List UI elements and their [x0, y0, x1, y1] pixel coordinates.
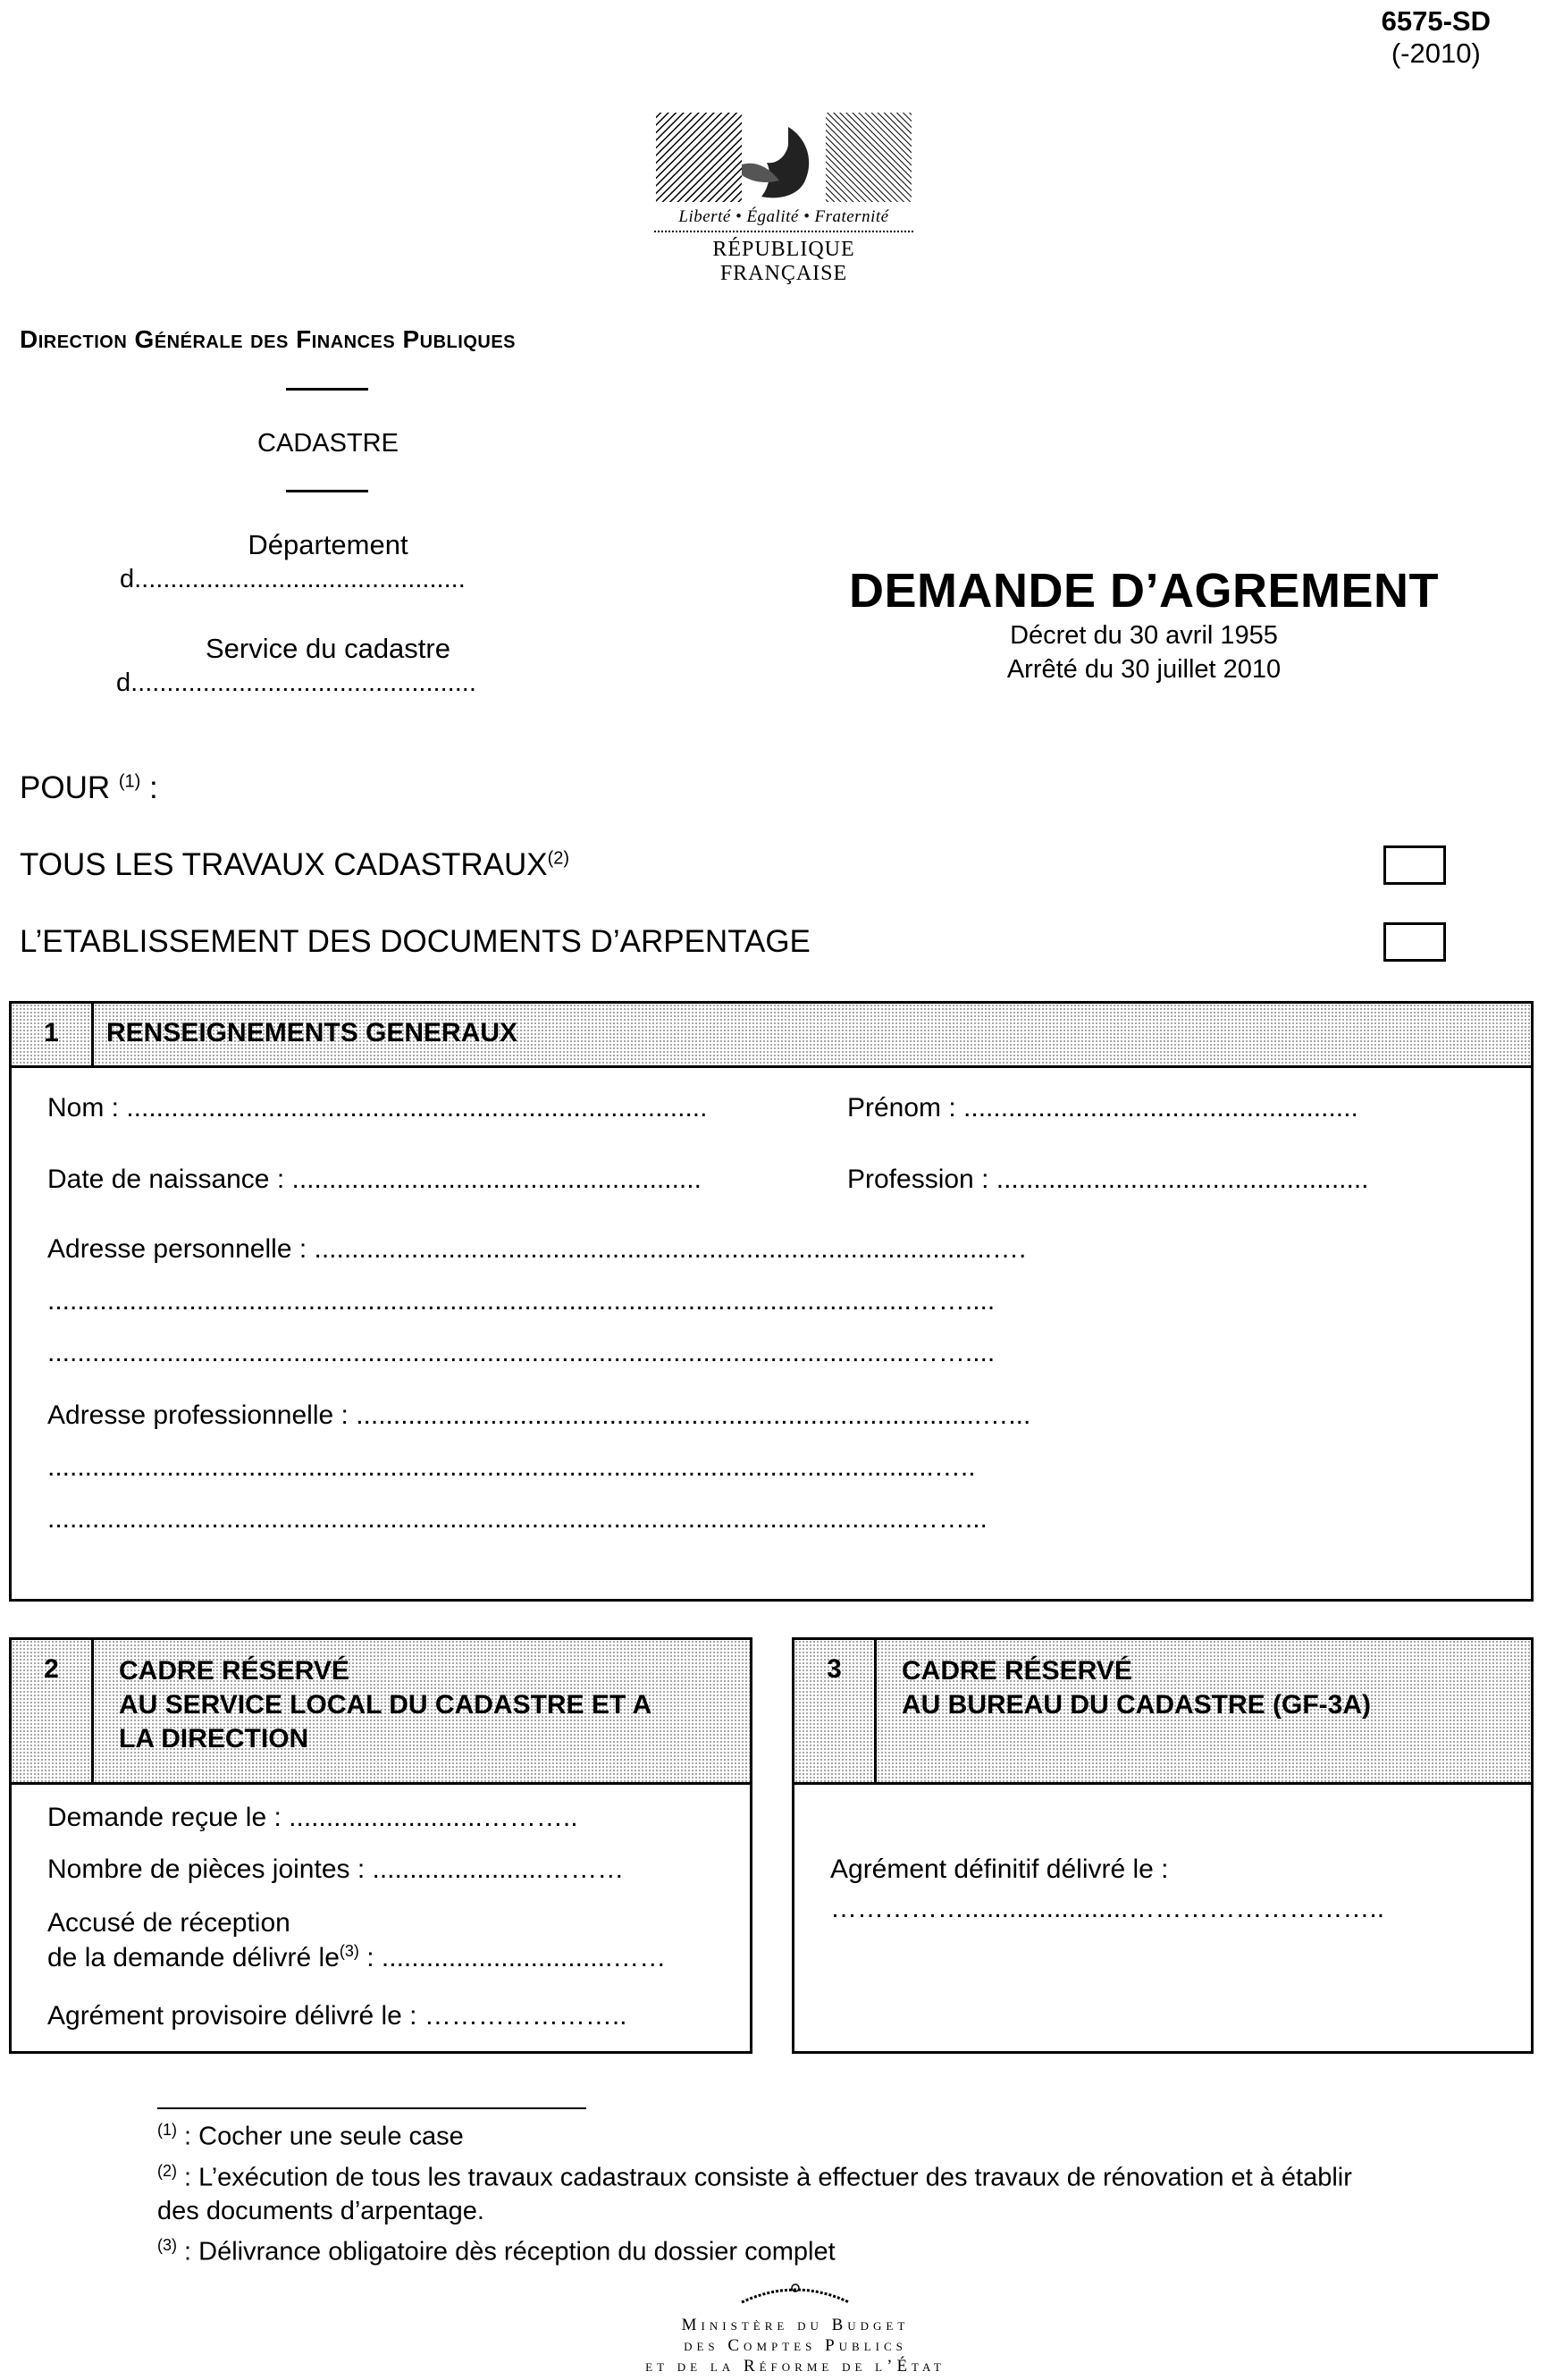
footnote-2: $^{(2)}$ : L’exécution de tous les travaux cadastraux consiste à effectuer des travaux de rénovation et à établir	[157, 2161, 1352, 2192]
service-label: Service du cadastre	[206, 633, 450, 664]
section-number: 2	[12, 1640, 94, 1782]
section-title: CADRE RÉSERVÉ AU SERVICE LOCAL DU CADASTRE ET A LA DIRECTION	[119, 1656, 652, 1753]
direction-title: Direction Générale des Finances Publiques	[20, 325, 516, 353]
birthdate-field[interactable]: Date de naissance : .......................................................	[47, 1165, 702, 1194]
footnote-ref: (3)	[339, 1942, 359, 1960]
divider	[286, 388, 368, 391]
section-title: CADRE RÉSERVÉ AU BUREAU DU CADASTRE (GF-3A)	[902, 1656, 1371, 1720]
service-field[interactable]: d................................................	[116, 669, 476, 697]
option-surveying-label: L’ETABLISSEMENT DES DOCUMENTS D’ARPENTAGE	[20, 924, 811, 959]
section-local-service	[9, 1637, 752, 2054]
option-surveying-checkbox[interactable]	[1383, 922, 1446, 962]
pour-label: POUR $^{(1)}$ :	[20, 770, 158, 805]
footnote-ref: (1)	[118, 771, 141, 792]
receipt-label: Accusé de réception	[47, 1908, 290, 1938]
professional-address-line[interactable]: .......................................................................................................................…..	[47, 1452, 976, 1482]
personal-address-field[interactable]: Adresse personnelle : ...........................................................................................….	[47, 1234, 1027, 1264]
section-header	[12, 1640, 750, 1785]
option-all-works-checkbox[interactable]	[1383, 845, 1446, 885]
personal-address-line[interactable]: ....................................................................................................................……....	[47, 1286, 996, 1316]
ministry-name: Ministère du Budget des Comptes Publics et de la Réforme de l’État	[645, 2316, 946, 2376]
section-number: 1	[12, 1004, 94, 1065]
republic-name: RÉPUBLIQUE FRANÇAISE	[712, 238, 855, 285]
personal-address-line[interactable]: ....................................................................................................................……....	[47, 1338, 996, 1367]
departement-field[interactable]: d..............................................	[120, 565, 466, 593]
definitive-approval-field[interactable]: ……………......................………………………..	[830, 1894, 1385, 1923]
form-code-block	[1382, 5, 1491, 70]
prenom-field[interactable]: Prénom : .....................................................	[847, 1093, 1358, 1123]
section-general-info	[9, 1001, 1534, 1602]
footnotes	[157, 2113, 1551, 2269]
definitive-approval-label: Agrément définitif délivré le :	[830, 1854, 1169, 1884]
divider	[286, 490, 368, 492]
footnote-1: $^{(1)}$ : Cocher une seule case	[157, 2121, 464, 2151]
request-received-field[interactable]: Demande reçue le : ..........................………..	[47, 1803, 578, 1832]
footnote-2-continued: des documents d’arpentage.	[157, 2197, 484, 2226]
provisional-approval-field[interactable]: Agrément provisoire délivré le : …………………..	[47, 2001, 627, 2031]
section-title: RENSEIGNEMENTS GENERAUX	[106, 1018, 518, 1047]
form-code: 6575-SD	[1381, 5, 1491, 37]
section-header	[12, 1004, 1531, 1068]
form-title: DEMANDE D’AGREMENT	[848, 564, 1439, 618]
professional-address-line[interactable]: ....................................................................................................................……...	[47, 1504, 988, 1534]
footnote-3: $^{(3)}$ : Délivrance obligatoire dès réception du dossier complet	[157, 2236, 836, 2266]
form-title-block	[769, 563, 1519, 686]
professional-address-field[interactable]: Adresse professionnelle : ....................................................................................…...	[47, 1400, 1031, 1430]
arrete-reference: Arrêté du 30 juillet 2010	[1006, 655, 1282, 684]
cadastre-label: CADASTRE	[257, 429, 399, 458]
section-header	[794, 1640, 1531, 1785]
attachments-count-field[interactable]: Nombre de pièces jointes : .......................………	[47, 1854, 625, 1884]
section-cadastre-bureau	[792, 1637, 1534, 2054]
option-all-works-label: TOUS LES TRAVAUX CADASTRAUX$^{(2)}$	[20, 847, 570, 882]
motto-divider	[654, 231, 913, 232]
departement-label: Département	[248, 529, 408, 560]
footnote-divider	[157, 2107, 586, 2109]
nom-field[interactable]: Nom : ..............................................................................	[47, 1093, 708, 1123]
profession-field[interactable]: Profession : ..................................................	[847, 1165, 1369, 1194]
form-version: (-2010)	[1391, 38, 1481, 69]
receipt-field[interactable]: de la demande délivré $le^{(3)}$ : ...............................……	[47, 1942, 667, 1972]
republic-motto: Liberté • Égalité • Fraternité	[678, 207, 889, 226]
section-number: 3	[794, 1640, 877, 1782]
footnote-ref: (2)	[547, 848, 570, 869]
decret-reference: Décret du 30 avril 1955	[1010, 621, 1278, 650]
